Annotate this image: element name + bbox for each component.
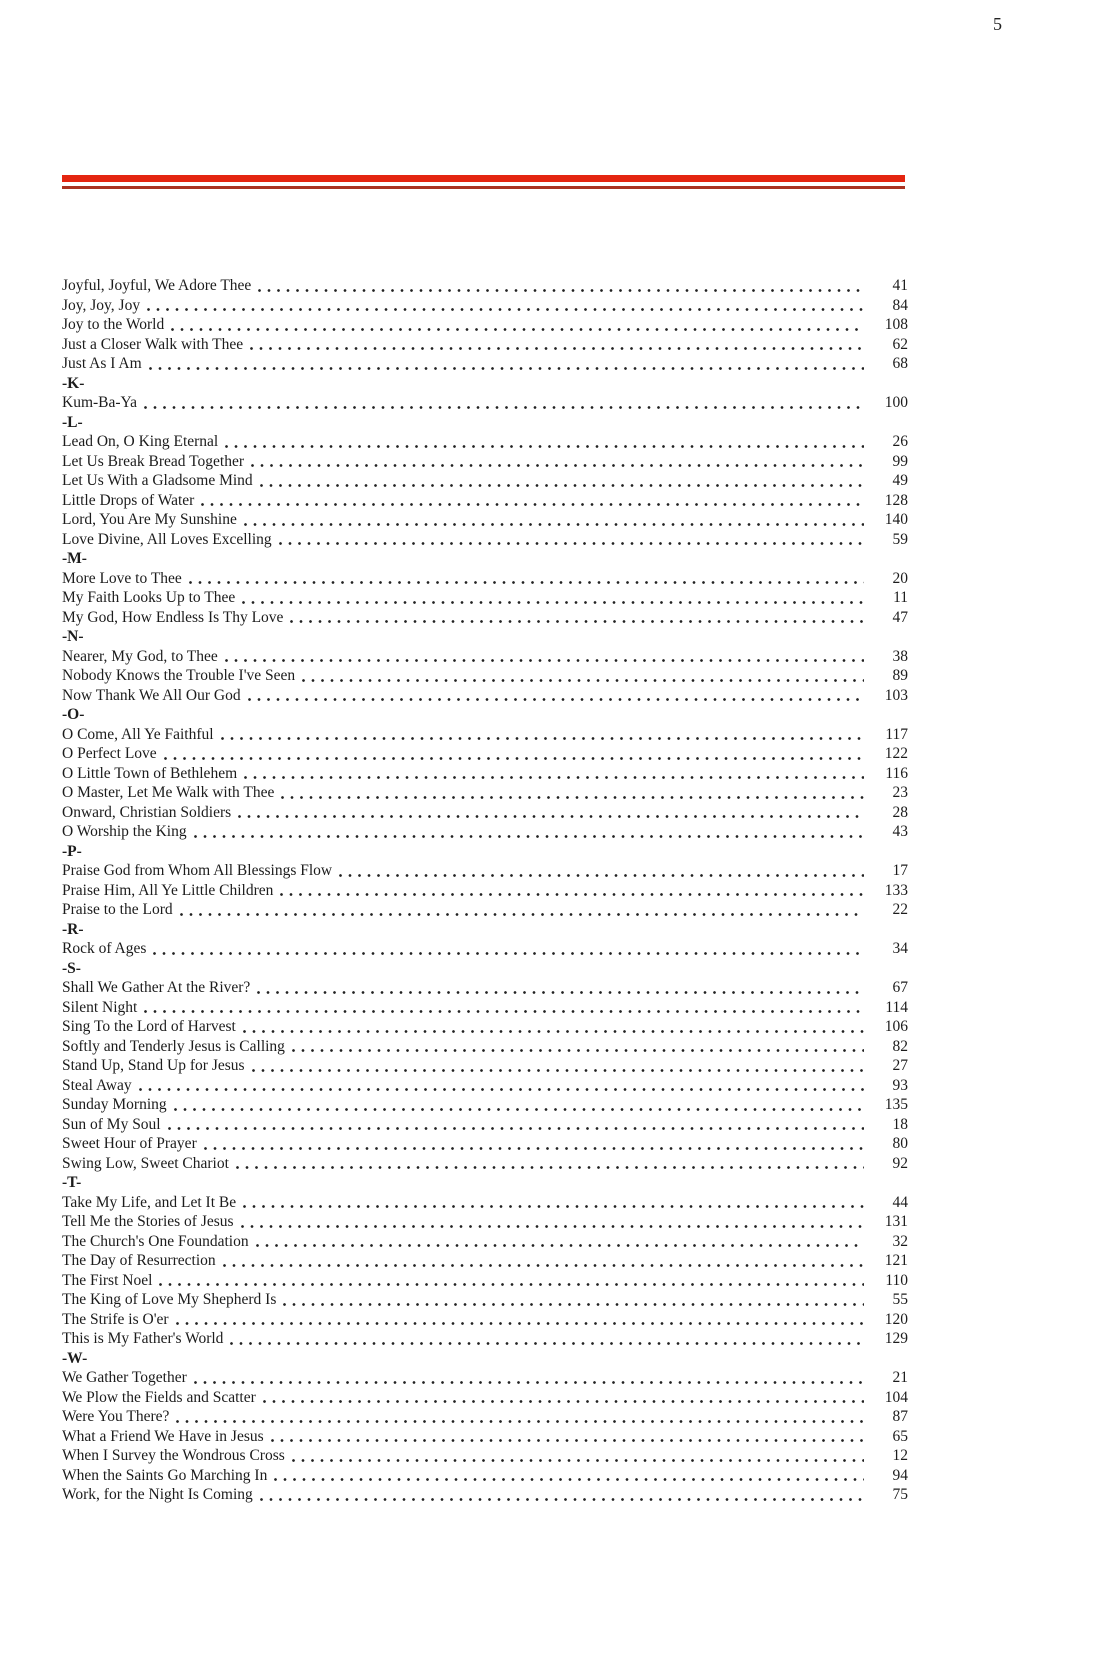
hymn-title: O Come, All Ye Faithful: [62, 725, 214, 743]
index-row: [62, 1368, 908, 1388]
hymn-title: Steal Away: [62, 1076, 132, 1094]
section-header: [62, 374, 908, 394]
hymn-page-number: 99: [892, 452, 908, 470]
double-red-rule: [62, 175, 905, 189]
hymn-page-number: 12: [892, 1447, 908, 1464]
dot-leader: [176, 1407, 864, 1427]
index-row: [62, 783, 908, 803]
section-letter: -L-: [62, 413, 83, 431]
index-row: [62, 530, 908, 550]
index-row: [62, 1017, 908, 1037]
hymn-page-number: 89: [892, 667, 908, 684]
hymn-page-number: 44: [892, 1193, 908, 1211]
index-row: [62, 569, 908, 589]
hymn-title: Praise to the Lord: [62, 901, 173, 918]
dot-leader: [271, 1427, 864, 1447]
index-row: [62, 647, 908, 667]
dot-leader: [248, 686, 864, 706]
section-letter: -R-: [62, 920, 84, 938]
dot-leader: [180, 900, 864, 920]
index-row: [62, 764, 908, 784]
index-row: [62, 296, 908, 316]
section-header: [62, 1349, 908, 1369]
hymn-page-number: 47: [892, 608, 908, 626]
hymn-page-number: 129: [884, 1330, 908, 1347]
index-row: [62, 276, 908, 296]
dot-leader: [258, 276, 864, 296]
section-header: [62, 627, 908, 647]
hymn-page-number: 84: [892, 296, 908, 314]
hymn-title: What a Friend We Have in Jesus: [62, 1427, 264, 1445]
hymn-page-number: 68: [892, 355, 908, 372]
dot-leader: [176, 1310, 864, 1330]
index-row: [62, 744, 908, 764]
dot-leader: [139, 1076, 864, 1096]
index-row: [62, 1466, 908, 1486]
index-row: [62, 1310, 908, 1330]
hymn-title: The First Noel: [62, 1271, 153, 1289]
index-row: [62, 666, 908, 686]
dot-leader: [194, 822, 864, 842]
index-row: [62, 1388, 908, 1408]
section-header: [62, 705, 908, 725]
hymn-title: Love Divine, All Loves Excelling: [62, 530, 272, 548]
hymn-title: O Little Town of Bethlehem: [62, 764, 238, 782]
rule-thick-line: [62, 175, 905, 182]
hymn-page-number: 110: [885, 1271, 908, 1289]
index-row: [62, 1251, 908, 1271]
hymn-title: My Faith Looks Up to Thee: [62, 589, 236, 606]
hymn-title: The Strife is O'er: [62, 1310, 169, 1328]
dot-leader: [204, 1134, 864, 1154]
hymn-page-number: 20: [892, 569, 908, 587]
section-letter: -M-: [62, 550, 87, 567]
hymn-page-number: 21: [892, 1369, 908, 1386]
hymn-page-number: 140: [884, 511, 908, 528]
dot-leader: [241, 1212, 864, 1232]
hymn-title: Lead On, O King Eternal: [62, 433, 219, 450]
hymn-title: Sun of My Soul: [62, 1115, 161, 1133]
index-row: [62, 1212, 908, 1232]
hymn-page-number: 108: [884, 316, 908, 333]
dot-leader: [263, 1388, 864, 1408]
dot-leader: [174, 1095, 864, 1115]
dot-leader: [225, 432, 864, 452]
hymn-page-number: 28: [892, 803, 908, 821]
hymn-page-number: 26: [892, 433, 908, 450]
section-header: [62, 842, 908, 862]
dot-leader: [250, 335, 864, 355]
index-row: [62, 998, 908, 1018]
index-row: [62, 1329, 908, 1349]
dot-leader: [280, 881, 864, 901]
hymn-page-number: 128: [884, 491, 908, 509]
hymn-title: Let Us Break Bread Together: [62, 452, 244, 470]
hymn-page-number: 43: [892, 823, 908, 840]
dot-leader: [243, 1017, 864, 1037]
hymn-title: Let Us With a Gladsome Mind: [62, 472, 253, 489]
hymn-title: We Plow the Fields and Scatter: [62, 1388, 256, 1406]
index-row: [62, 1076, 908, 1096]
index-row: [62, 881, 908, 901]
hymn-page-number: 41: [892, 277, 908, 294]
hymn-page-number: 32: [892, 1232, 908, 1250]
hymn-title: The King of Love My Shepherd Is: [62, 1291, 277, 1308]
dot-leader: [281, 783, 864, 803]
dot-leader: [290, 608, 864, 628]
hymn-title: Onward, Christian Soldiers: [62, 803, 232, 821]
hymn-page-number: 23: [892, 784, 908, 801]
hymn-title: My God, How Endless Is Thy Love: [62, 608, 284, 626]
hymn-page-number: 104: [884, 1388, 908, 1406]
dot-leader: [242, 588, 864, 608]
hymn-page-number: 131: [884, 1213, 908, 1230]
hymn-title: Work, for the Night Is Coming: [62, 1486, 253, 1503]
index-row: [62, 1427, 908, 1447]
section-header: [62, 413, 908, 433]
index-row: [62, 861, 908, 881]
hymn-title: More Love to Thee: [62, 569, 182, 587]
page-number: 5: [993, 14, 1002, 34]
hymn-title: Take My Life, and Let It Be: [62, 1193, 237, 1211]
hymn-page-number: 135: [884, 1096, 908, 1113]
index-row: [62, 1485, 908, 1505]
hymn-page-number: 133: [884, 881, 908, 899]
hymn-title: Lord, You Are My Sunshine: [62, 511, 237, 528]
hymn-page-number: 34: [892, 940, 908, 957]
index-row: [62, 900, 908, 920]
dot-leader: [279, 530, 864, 550]
dot-leader: [251, 452, 864, 472]
index-row: [62, 335, 908, 355]
section-letter: -N-: [62, 628, 84, 645]
section-letter: -W-: [62, 1349, 88, 1367]
hymn-page-number: 100: [884, 394, 908, 411]
section-letter: -O-: [62, 706, 85, 723]
hymn-title: Joy to the World: [62, 316, 165, 333]
dot-leader: [243, 1193, 864, 1213]
hymn-title: Were You There?: [62, 1408, 170, 1425]
hymn-title: Joy, Joy, Joy: [62, 296, 141, 314]
dot-leader: [171, 315, 864, 335]
hymn-page-number: 17: [892, 862, 908, 879]
hymn-title: Kum-Ba-Ya: [62, 394, 138, 411]
dot-leader: [292, 1446, 864, 1466]
index-row: [62, 452, 908, 472]
hymn-title: The Day of Resurrection: [62, 1252, 216, 1269]
index-row: [62, 608, 908, 628]
index-row: [62, 491, 908, 511]
section-letter: -T-: [62, 1174, 82, 1191]
hymn-page-number: 122: [884, 745, 908, 762]
dot-leader: [164, 744, 864, 764]
hymn-page-number: 27: [892, 1057, 908, 1074]
section-letter: -K-: [62, 374, 85, 392]
dot-leader: [257, 978, 864, 998]
hymn-page-number: 55: [892, 1291, 908, 1308]
index-row: [62, 432, 908, 452]
dot-leader: [292, 1037, 864, 1057]
hymn-page-number: 11: [893, 589, 908, 606]
index-row: [62, 354, 908, 374]
dot-leader: [256, 1232, 864, 1252]
dot-leader: [153, 939, 864, 959]
hymn-title: Little Drops of Water: [62, 491, 195, 509]
index-row: [62, 1115, 908, 1135]
hymn-title: O Worship the King: [62, 823, 187, 840]
hymn-title: Sunday Morning: [62, 1096, 167, 1113]
dot-leader: [159, 1271, 864, 1291]
hymn-page-number: 75: [892, 1486, 908, 1503]
hymn-title: Joyful, Joyful, We Adore Thee: [62, 277, 252, 294]
dot-leader: [283, 1290, 864, 1310]
index-row: [62, 803, 908, 823]
index-row: [62, 1193, 908, 1213]
hymn-page-number: 103: [884, 686, 908, 704]
hymn-page-number: 82: [892, 1037, 908, 1055]
rule-thin-line: [62, 186, 905, 189]
section-letter: -S-: [62, 959, 81, 977]
section-header: [62, 1173, 908, 1193]
hymn-page-number: 22: [892, 901, 908, 918]
hymn-title: Swing Low, Sweet Chariot: [62, 1154, 229, 1172]
hymn-title: Shall We Gather At the River?: [62, 979, 251, 996]
dot-leader: [236, 1154, 864, 1174]
dot-leader: [201, 491, 864, 511]
hymn-page-number: 80: [892, 1135, 908, 1152]
hymn-title: O Perfect Love: [62, 745, 157, 762]
hymn-title: Silent Night: [62, 998, 138, 1016]
dot-leader: [223, 1251, 864, 1271]
hymn-title: Just As I Am: [62, 355, 142, 372]
hymn-page-number: 92: [892, 1154, 908, 1172]
dot-leader: [221, 725, 864, 745]
section-header: [62, 959, 908, 979]
hymn-page-number: 49: [892, 472, 908, 489]
index-row: [62, 978, 908, 998]
hymn-page-number: 87: [892, 1408, 908, 1425]
hymn-title: Tell Me the Stories of Jesus: [62, 1213, 234, 1230]
hymn-title: Softly and Tenderly Jesus is Calling: [62, 1037, 285, 1055]
hymn-page-number: 120: [884, 1310, 908, 1328]
hymn-page-number: 38: [892, 647, 908, 665]
dot-leader: [274, 1466, 864, 1486]
hymn-title: Sweet Hour of Prayer: [62, 1135, 197, 1152]
hymn-page-number: 117: [885, 725, 908, 743]
index-row: [62, 471, 908, 491]
index-row: [62, 1037, 908, 1057]
dot-leader: [147, 296, 864, 316]
index-row: [62, 1407, 908, 1427]
hymn-page-number: 94: [892, 1466, 908, 1484]
index-row: [62, 1271, 908, 1291]
dot-leader: [168, 1115, 864, 1135]
hymn-page-number: 106: [884, 1018, 908, 1035]
hymn-page-number: 62: [892, 335, 908, 353]
index-row: [62, 315, 908, 335]
hymn-title: When the Saints Go Marching In: [62, 1466, 268, 1484]
index-row: [62, 588, 908, 608]
hymn-title: Rock of Ages: [62, 940, 147, 957]
hymn-page-number: 18: [892, 1115, 908, 1133]
hymn-title: Nobody Knows the Trouble I've Seen: [62, 667, 296, 684]
dot-leader: [260, 1485, 864, 1505]
index-row: [62, 1056, 908, 1076]
section-letter: -P-: [62, 842, 82, 860]
hymn-page-number: 65: [892, 1427, 908, 1445]
hymn-title: Praise God from Whom All Blessings Flow: [62, 862, 333, 879]
hymn-title: Praise Him, All Ye Little Children: [62, 881, 274, 899]
dot-leader: [230, 1329, 864, 1349]
dot-leader: [225, 647, 864, 667]
hymn-page-number: 67: [892, 979, 908, 996]
dot-leader: [144, 998, 864, 1018]
index-row: [62, 725, 908, 745]
index-row: [62, 1232, 908, 1252]
section-header: [62, 920, 908, 940]
dot-leader: [339, 861, 864, 881]
hymn-page-number: 114: [885, 998, 908, 1016]
hymn-title: Stand Up, Stand Up for Jesus: [62, 1057, 245, 1074]
dot-leader: [252, 1056, 864, 1076]
hymn-page-number: 121: [884, 1252, 908, 1269]
dot-leader: [244, 764, 864, 784]
index-row: [62, 510, 908, 530]
hymn-title: We Gather Together: [62, 1369, 187, 1386]
hymn-index-list: [62, 276, 908, 1505]
hymn-page-number: 59: [892, 530, 908, 548]
index-row: [62, 1290, 908, 1310]
hymn-title: Just a Closer Walk with Thee: [62, 335, 244, 353]
hymn-title: Sing To the Lord of Harvest: [62, 1018, 236, 1035]
index-row: [62, 393, 908, 413]
hymn-title: Nearer, My God, to Thee: [62, 647, 218, 665]
dot-leader: [149, 354, 864, 374]
hymn-title: The Church's One Foundation: [62, 1232, 249, 1250]
hymn-page-number: 93: [892, 1076, 908, 1094]
index-row: [62, 1134, 908, 1154]
index-row: [62, 822, 908, 842]
hymn-title: When I Survey the Wondrous Cross: [62, 1447, 285, 1464]
index-row: [62, 1154, 908, 1174]
index-row: [62, 686, 908, 706]
dot-leader: [194, 1368, 864, 1388]
dot-leader: [244, 510, 864, 530]
hymn-title: Now Thank We All Our God: [62, 686, 241, 704]
hymn-title: This is My Father's World: [62, 1330, 224, 1347]
index-row: [62, 1446, 908, 1466]
dot-leader: [302, 666, 864, 686]
dot-leader: [189, 569, 864, 589]
index-row: [62, 939, 908, 959]
dot-leader: [238, 803, 864, 823]
hymn-page-number: 116: [885, 764, 908, 782]
index-row: [62, 1095, 908, 1115]
section-header: [62, 549, 908, 569]
hymn-title: O Master, Let Me Walk with Thee: [62, 784, 275, 801]
dot-leader: [260, 471, 864, 491]
dot-leader: [144, 393, 864, 413]
